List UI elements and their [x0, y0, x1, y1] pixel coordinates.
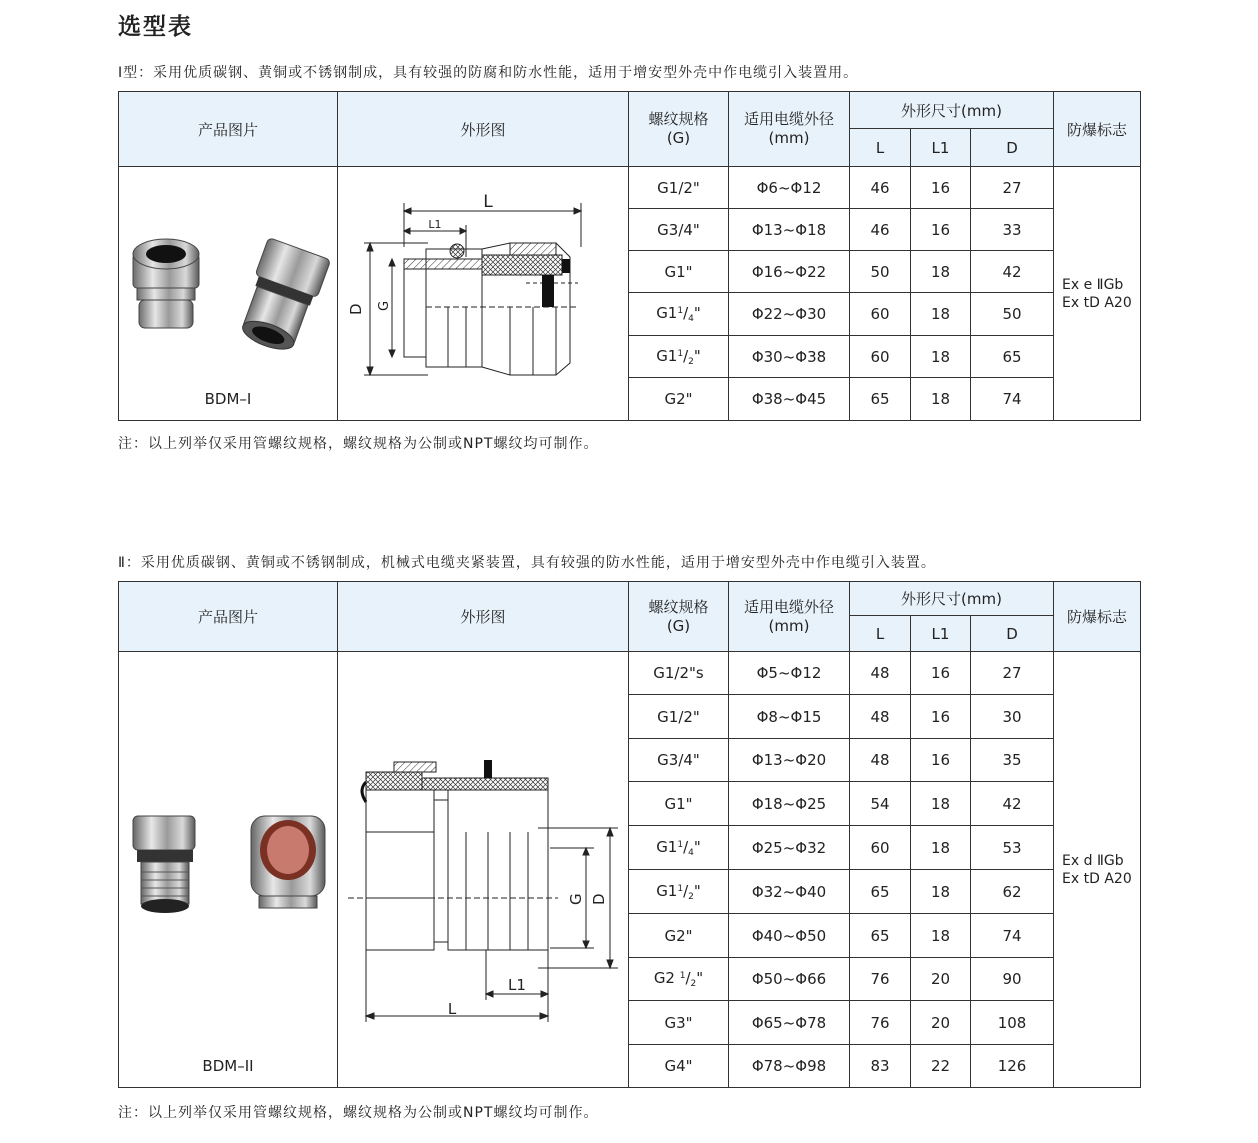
- outline-drawing-cell: [338, 652, 629, 1088]
- cell-D: 74: [971, 378, 1054, 421]
- cell-cable: Φ30~Φ38: [729, 336, 850, 378]
- cell-cable: Φ18~Φ25: [729, 782, 850, 826]
- table-row: [119, 652, 1141, 695]
- cell-thread: G4": [629, 1045, 729, 1088]
- dim-label-L1: L1: [428, 218, 442, 231]
- cell-L1: 18: [911, 914, 971, 958]
- cell-thread: G2 $^1/_2$": [629, 958, 729, 1001]
- cell-D: 65: [971, 336, 1054, 378]
- header-cable: 适用电缆外径 (mm): [729, 92, 850, 167]
- header-L1: L1: [911, 129, 971, 167]
- cell-D: 33: [971, 209, 1054, 251]
- gland-angled-icon: [233, 237, 330, 356]
- gland-side-icon: [133, 816, 195, 913]
- dim-label-G: G: [567, 893, 585, 905]
- dim-label-L: L: [447, 1000, 457, 1018]
- cell-D: 30: [971, 695, 1054, 739]
- cell-L: 65: [850, 870, 911, 914]
- header-cable: 适用电缆外径 (mm): [729, 582, 850, 652]
- cell-L: 54: [850, 782, 911, 826]
- cell-thread: G1": [629, 782, 729, 826]
- section2-note: 注：以上列举仅采用管螺纹规格，螺纹规格为公制或NPT螺纹均可制作。: [118, 1105, 599, 1121]
- product-photo: [119, 802, 338, 942]
- dim-label-G: G: [377, 300, 392, 311]
- product-photo-cell: [119, 652, 338, 1088]
- cell-L: 65: [850, 914, 911, 958]
- dim-label-L1: L1: [508, 976, 526, 994]
- cell-D: 74: [971, 914, 1054, 958]
- ex-mark: Ex d ⅡGb Ex tD A20: [1054, 652, 1141, 1088]
- cell-thread: G3": [629, 1001, 729, 1045]
- section1-note: 注：以上列举仅采用管螺纹规格，螺纹规格为公制或NPT螺纹均可制作。: [118, 436, 599, 452]
- cell-thread: G1/2"s: [629, 652, 729, 695]
- header-D: D: [971, 129, 1054, 167]
- cell-thread: G1": [629, 251, 729, 293]
- cell-thread: G2": [629, 378, 729, 421]
- header-drawing: 外形图: [338, 92, 629, 167]
- cell-L1: 16: [911, 209, 971, 251]
- cell-thread: G2": [629, 914, 729, 958]
- page-title: 选型表: [118, 14, 193, 40]
- gland-front-icon: [133, 239, 199, 328]
- cell-cable: Φ40~Φ50: [729, 914, 850, 958]
- cell-L1: 16: [911, 652, 971, 695]
- header-D: D: [971, 616, 1054, 652]
- header-photo: 产品图片: [119, 582, 338, 652]
- cell-L: 46: [850, 167, 911, 209]
- cell-L: 76: [850, 1001, 911, 1045]
- cell-L: 83: [850, 1045, 911, 1088]
- cell-L1: 18: [911, 826, 971, 870]
- cell-D: 42: [971, 251, 1054, 293]
- spec-table-type2: [118, 581, 1141, 1088]
- header-drawing: 外形图: [338, 582, 629, 652]
- header-dims: 外形尺寸(mm): [850, 92, 1054, 129]
- section1-intro: Ⅰ型：采用优质碳钢、黄铜或不锈钢制成，具有较强的防腐和防水性能，适用于增安型外壳中作电缆引入装置用。: [118, 65, 859, 81]
- model-name: BDM–II: [202, 1057, 254, 1075]
- cell-thread: G1/2": [629, 167, 729, 209]
- cell-cable: Φ50~Φ66: [729, 958, 850, 1001]
- cell-L: 48: [850, 739, 911, 782]
- cell-cable: Φ32~Φ40: [729, 870, 850, 914]
- cell-thread: G3/4": [629, 739, 729, 782]
- dim-label-D: D: [347, 303, 365, 315]
- cell-D: 42: [971, 782, 1054, 826]
- gland-seal-icon: [251, 816, 325, 908]
- cell-L: 60: [850, 336, 911, 378]
- dim-label-D: D: [590, 893, 608, 905]
- header-ex: 防爆标志: [1054, 92, 1141, 167]
- cell-D: 50: [971, 293, 1054, 336]
- cell-cable: Φ78~Φ98: [729, 1045, 850, 1088]
- cell-L1: 18: [911, 870, 971, 914]
- cell-D: 108: [971, 1001, 1054, 1045]
- cell-thread: G1/2": [629, 695, 729, 739]
- cell-thread: $G1^1/_4$": [629, 826, 729, 870]
- model-name: BDM–I: [204, 390, 252, 408]
- header-photo: 产品图片: [119, 92, 338, 167]
- product-photo-cell: [119, 167, 338, 421]
- header-dims: 外形尺寸(mm): [850, 582, 1054, 616]
- cell-thread: $G1^1/_2$": [629, 336, 729, 378]
- cell-D: 27: [971, 652, 1054, 695]
- cell-D: 27: [971, 167, 1054, 209]
- cell-cable: Φ16~Φ22: [729, 251, 850, 293]
- cell-thread: $G1^1/_4$": [629, 293, 729, 336]
- outline-drawing: [338, 652, 629, 1088]
- cell-L: 46: [850, 209, 911, 251]
- cell-L: 50: [850, 251, 911, 293]
- cell-L1: 18: [911, 782, 971, 826]
- cell-L: 48: [850, 695, 911, 739]
- outline-drawing-cell: [338, 167, 629, 421]
- cell-cable: Φ8~Φ15: [729, 695, 850, 739]
- cell-cable: Φ6~Φ12: [729, 167, 850, 209]
- cell-cable: Φ13~Φ20: [729, 739, 850, 782]
- header-L: L: [850, 616, 911, 652]
- cell-L1: 18: [911, 378, 971, 421]
- cell-L1: 20: [911, 958, 971, 1001]
- cell-D: 62: [971, 870, 1054, 914]
- cell-L: 76: [850, 958, 911, 1001]
- cell-L: 60: [850, 293, 911, 336]
- cell-cable: Φ25~Φ32: [729, 826, 850, 870]
- header-thread: 螺纹规格 (G): [629, 92, 729, 167]
- cell-cable: Φ65~Φ78: [729, 1001, 850, 1045]
- cell-L1: 16: [911, 167, 971, 209]
- dim-label-L: L: [483, 192, 493, 212]
- cell-cable: Φ22~Φ30: [729, 293, 850, 336]
- cell-thread: G3/4": [629, 209, 729, 251]
- cell-L: 60: [850, 826, 911, 870]
- header-L1: L1: [911, 616, 971, 652]
- table-row: [119, 167, 1141, 209]
- cell-L: 65: [850, 378, 911, 421]
- cell-thread: $G1^1/_2$": [629, 870, 729, 914]
- outline-drawing: [338, 167, 629, 421]
- cell-L1: 16: [911, 695, 971, 739]
- cell-L1: 18: [911, 293, 971, 336]
- cell-L1: 18: [911, 336, 971, 378]
- cell-D: 90: [971, 958, 1054, 1001]
- cell-D: 126: [971, 1045, 1054, 1088]
- cell-cable: Φ38~Φ45: [729, 378, 850, 421]
- cell-L1: 16: [911, 739, 971, 782]
- product-photo: [119, 192, 338, 392]
- cell-L1: 22: [911, 1045, 971, 1088]
- cell-L1: 18: [911, 251, 971, 293]
- cell-cable: Φ5~Φ12: [729, 652, 850, 695]
- cell-L1: 20: [911, 1001, 971, 1045]
- cell-D: 53: [971, 826, 1054, 870]
- cell-D: 35: [971, 739, 1054, 782]
- ex-mark: Ex e ⅡGb Ex tD A20: [1054, 167, 1141, 421]
- header-L: L: [850, 129, 911, 167]
- header-ex: 防爆标志: [1054, 582, 1141, 652]
- section2-intro: Ⅱ：采用优质碳钢、黄铜或不锈钢制成，机械式电缆夹紧装置，具有较强的防水性能，适用于增安型外壳中作电缆引入装置。: [118, 555, 936, 571]
- header-thread: 螺纹规格 (G): [629, 582, 729, 652]
- cell-L: 48: [850, 652, 911, 695]
- spec-table-type1: [118, 91, 1141, 421]
- cell-cable: Φ13~Φ18: [729, 209, 850, 251]
